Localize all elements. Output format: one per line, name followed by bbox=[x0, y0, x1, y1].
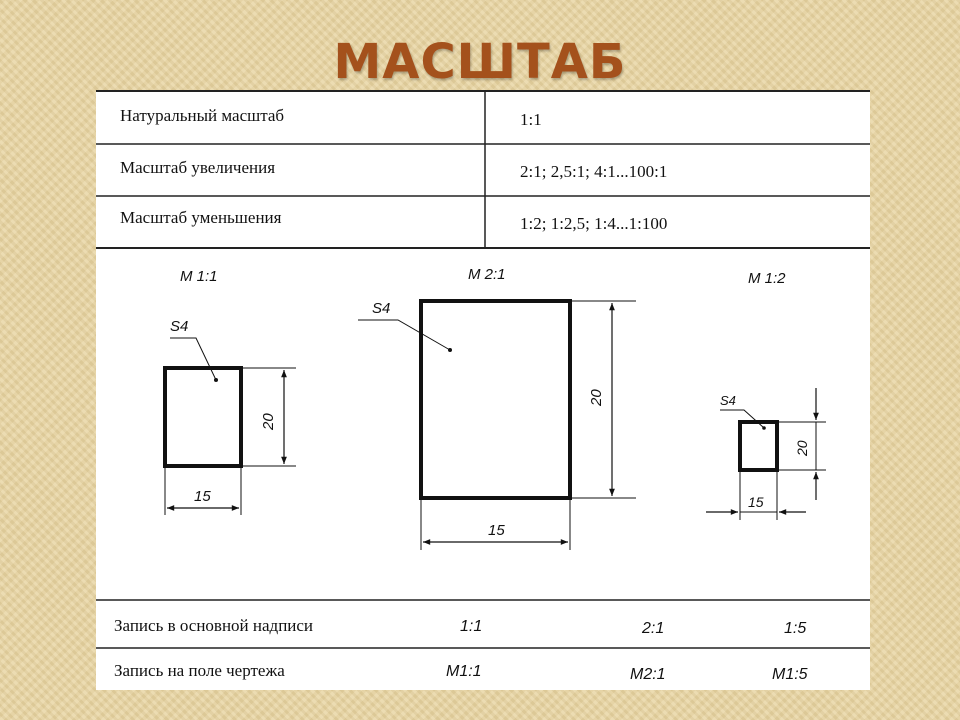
record-value: 1:1 bbox=[460, 618, 483, 635]
table-row-value: 1:2; 1:2,5; 1:4...1:100 bbox=[520, 214, 668, 233]
table-row-name: Натуральный масштаб bbox=[120, 106, 285, 125]
record-value: 2:1 bbox=[642, 620, 665, 637]
table-row-value: 2:1; 2,5:1; 4:1...100:1 bbox=[520, 162, 668, 181]
surface-label: S4 bbox=[720, 393, 736, 408]
width-dimension: 15 bbox=[748, 494, 764, 510]
width-dimension: 15 bbox=[194, 488, 211, 505]
record-value: 1:5 bbox=[784, 620, 807, 637]
record-value: М1:5 bbox=[772, 666, 808, 683]
record-row-name: Запись на поле чертежа bbox=[114, 661, 285, 680]
surface-label: S4 bbox=[170, 318, 189, 335]
table-row-name: Масштаб уменьшения bbox=[120, 208, 282, 227]
record-value: М1:1 bbox=[446, 663, 482, 680]
height-dimension: 20 bbox=[794, 440, 810, 456]
drawing-scale-label: М 1:2 bbox=[748, 270, 786, 287]
width-dimension: 15 bbox=[488, 522, 505, 539]
record-row-name: Запись в основной надписи bbox=[114, 616, 314, 635]
height-dimension: 20 bbox=[588, 389, 605, 406]
drawing-sheet bbox=[96, 90, 870, 690]
table-row-name: Масштаб увеличения bbox=[120, 158, 276, 177]
drawing-scale-label: М 1:1 bbox=[180, 268, 218, 285]
drawing-m2-1 bbox=[358, 301, 636, 550]
surface-label: S4 bbox=[372, 300, 391, 317]
record-value: М2:1 bbox=[630, 666, 666, 683]
page-title: МАСШТАБ bbox=[333, 34, 627, 90]
scale-drawings bbox=[96, 90, 870, 690]
height-dimension: 20 bbox=[260, 413, 277, 430]
drawing-scale-label: М 2:1 bbox=[468, 266, 506, 283]
table-row-value: 1:1 bbox=[520, 110, 542, 129]
